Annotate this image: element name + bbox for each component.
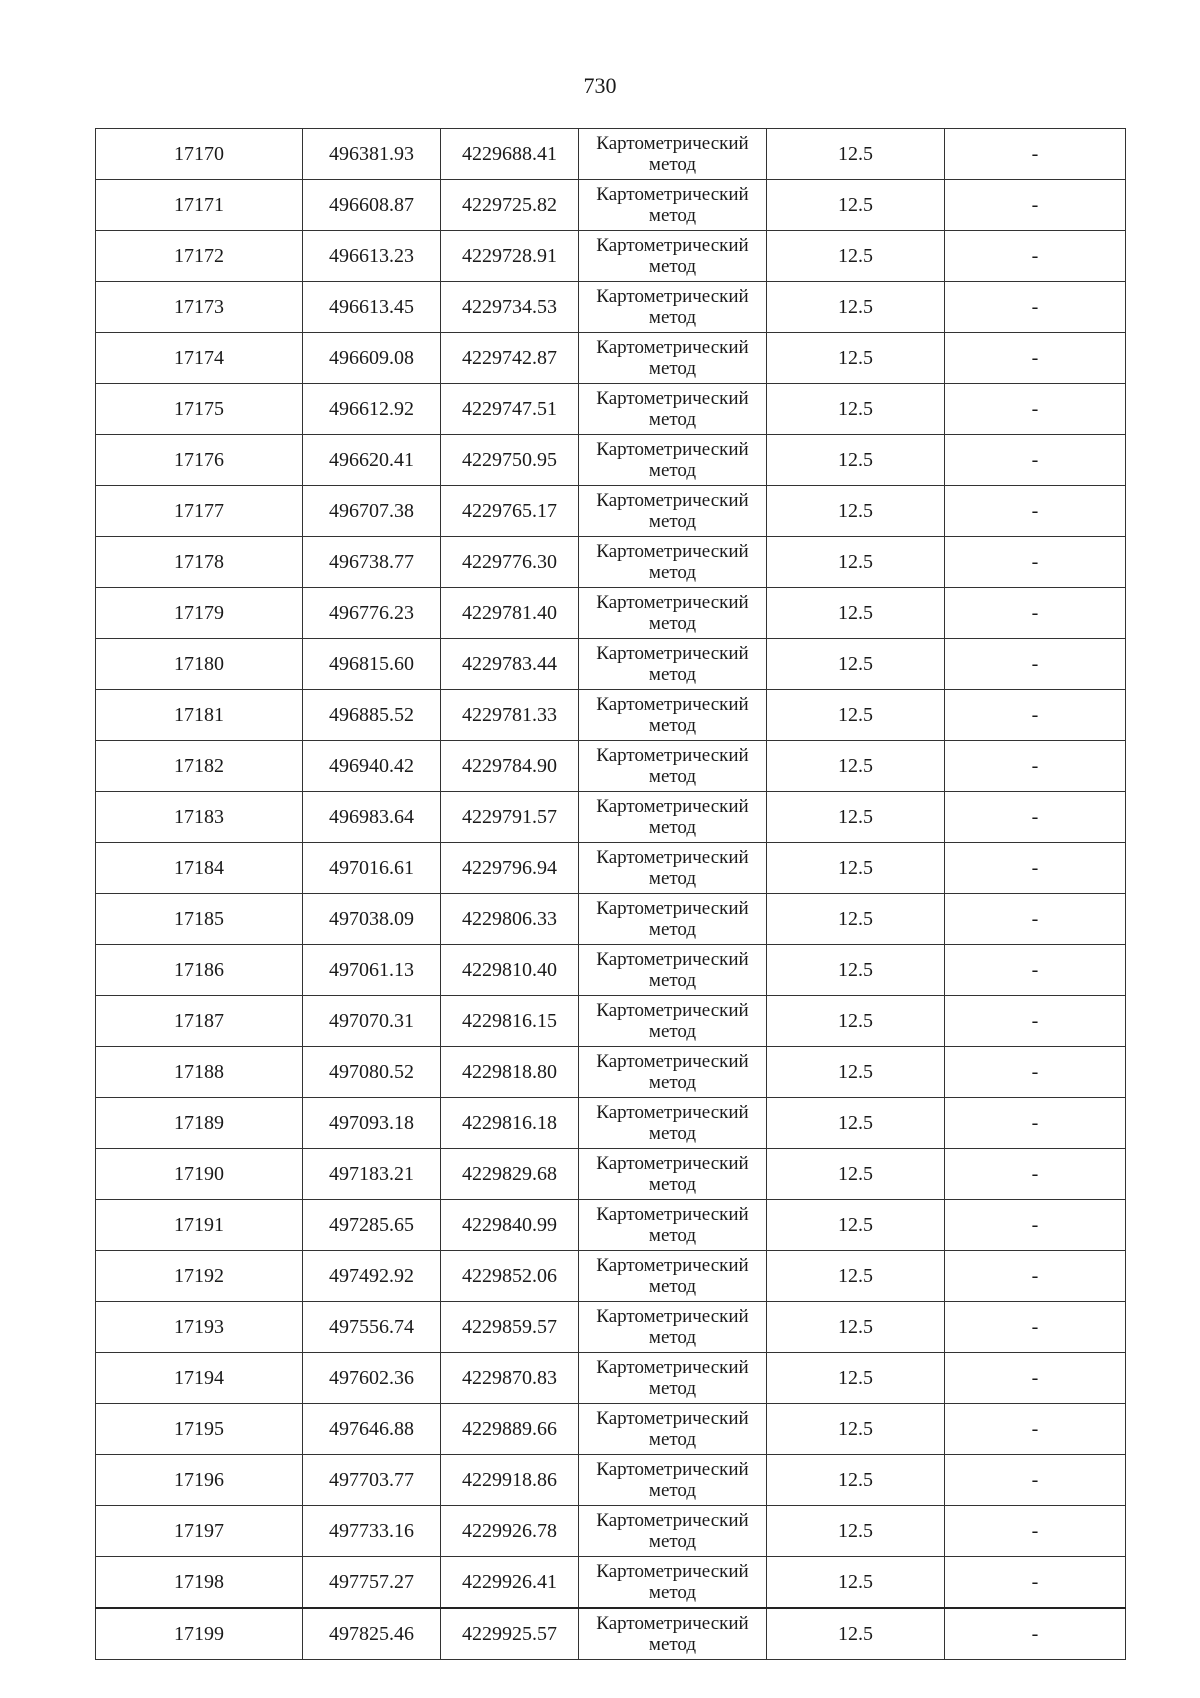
cell-point-number: 17188: [96, 1047, 303, 1098]
method-line-2: метод: [648, 664, 697, 685]
method-line-2: метод: [648, 511, 697, 532]
cell-coord-y: 4229889.66: [441, 1404, 579, 1455]
cell-method: [579, 639, 767, 690]
cell-accuracy: 12.5: [767, 639, 945, 690]
method-line-2: метод: [648, 817, 697, 838]
method-line-1: Картометрический: [596, 286, 749, 307]
table-row: [96, 1098, 1126, 1149]
cell-method: [579, 486, 767, 537]
cell-point-number: 17174: [96, 333, 303, 384]
page-number: 730: [583, 73, 617, 98]
method-line-2: метод: [648, 715, 697, 736]
method-line-2: метод: [648, 307, 697, 328]
cell-note: -: [945, 129, 1126, 180]
cell-accuracy: 12.5: [767, 180, 945, 231]
method-line-1: Картометрический: [596, 1102, 749, 1123]
cell-method: [579, 1455, 767, 1506]
method-line-1: Картометрический: [596, 796, 749, 817]
cell-method: [579, 231, 767, 282]
method-line-2: метод: [648, 1123, 697, 1144]
cell-method: [579, 129, 767, 180]
cell-method: [579, 1149, 767, 1200]
table-row: [96, 486, 1126, 537]
table-row: [96, 894, 1126, 945]
cell-accuracy: 12.5: [767, 333, 945, 384]
cell-coord-y: 4229688.41: [441, 129, 579, 180]
cell-point-number: 17180: [96, 639, 303, 690]
cell-coord-x: 497183.21: [303, 1149, 441, 1200]
method-line-2: метод: [648, 1634, 697, 1655]
cell-accuracy: 12.5: [767, 1200, 945, 1251]
cell-note: -: [945, 537, 1126, 588]
method-line-2: метод: [648, 970, 697, 991]
method-line-1: Картометрический: [596, 1408, 749, 1429]
method-line-2: метод: [648, 868, 697, 889]
cell-method: [579, 1557, 767, 1609]
table-row: [96, 1149, 1126, 1200]
method-line-1: Картометрический: [596, 1255, 749, 1276]
table-row: [96, 639, 1126, 690]
table-row: [96, 129, 1126, 180]
table-row: [96, 282, 1126, 333]
table-row: [96, 537, 1126, 588]
method-line-2: метод: [648, 919, 697, 940]
cell-point-number: 17195: [96, 1404, 303, 1455]
cell-method: [579, 1302, 767, 1353]
cell-note: -: [945, 1353, 1126, 1404]
cell-accuracy: 12.5: [767, 1353, 945, 1404]
cell-method: [579, 1098, 767, 1149]
table-row: [96, 741, 1126, 792]
method-line-1: Картометрический: [596, 235, 749, 256]
cell-method: [579, 843, 767, 894]
cell-note: -: [945, 945, 1126, 996]
cell-method: [579, 690, 767, 741]
table-row: [96, 1506, 1126, 1557]
cell-coord-y: 4229852.06: [441, 1251, 579, 1302]
cell-point-number: 17198: [96, 1557, 303, 1609]
method-line-2: метод: [648, 205, 697, 226]
cell-point-number: 17175: [96, 384, 303, 435]
cell-point-number: 17184: [96, 843, 303, 894]
cell-point-number: 17199: [96, 1608, 303, 1660]
cell-coord-y: 4229859.57: [441, 1302, 579, 1353]
cell-coord-x: 496885.52: [303, 690, 441, 741]
method-line-1: Картометрический: [596, 1613, 749, 1634]
cell-coord-y: 4229784.90: [441, 741, 579, 792]
cell-accuracy: 12.5: [767, 690, 945, 741]
method-line-2: метод: [648, 1480, 697, 1501]
cell-note: -: [945, 741, 1126, 792]
method-line-1: Картометрический: [596, 694, 749, 715]
cell-method: [579, 1608, 767, 1660]
cell-point-number: 17170: [96, 129, 303, 180]
cell-accuracy: 12.5: [767, 537, 945, 588]
cell-coord-y: 4229796.94: [441, 843, 579, 894]
cell-note: -: [945, 1200, 1126, 1251]
method-line-2: метод: [648, 256, 697, 277]
method-line-2: метод: [648, 409, 697, 430]
cell-point-number: 17197: [96, 1506, 303, 1557]
cell-accuracy: 12.5: [767, 435, 945, 486]
cell-method: [579, 435, 767, 486]
cell-accuracy: 12.5: [767, 282, 945, 333]
cell-accuracy: 12.5: [767, 1149, 945, 1200]
method-line-1: Картометрический: [596, 1051, 749, 1072]
cell-coord-x: 497093.18: [303, 1098, 441, 1149]
cell-note: -: [945, 588, 1126, 639]
method-line-2: метод: [648, 460, 697, 481]
cell-method: [579, 1353, 767, 1404]
cell-note: -: [945, 843, 1126, 894]
cell-point-number: 17185: [96, 894, 303, 945]
cell-coord-y: 4229829.68: [441, 1149, 579, 1200]
cell-coord-x: 496612.92: [303, 384, 441, 435]
table-row: [96, 1047, 1126, 1098]
method-line-2: метод: [648, 1582, 697, 1603]
method-line-1: Картометрический: [596, 1510, 749, 1531]
table-row: [96, 333, 1126, 384]
cell-point-number: 17181: [96, 690, 303, 741]
method-line-2: метод: [648, 1327, 697, 1348]
cell-accuracy: 12.5: [767, 1455, 945, 1506]
cell-accuracy: 12.5: [767, 945, 945, 996]
method-line-1: Картометрический: [596, 1561, 749, 1582]
method-line-2: метод: [648, 1021, 697, 1042]
cell-accuracy: 12.5: [767, 996, 945, 1047]
table-row: [96, 690, 1126, 741]
cell-note: -: [945, 1302, 1126, 1353]
cell-note: -: [945, 231, 1126, 282]
cell-point-number: 17191: [96, 1200, 303, 1251]
cell-coord-x: 496381.93: [303, 129, 441, 180]
cell-method: [579, 1404, 767, 1455]
cell-accuracy: 12.5: [767, 1608, 945, 1660]
cell-coord-x: 497080.52: [303, 1047, 441, 1098]
cell-point-number: 17196: [96, 1455, 303, 1506]
cell-coord-y: 4229806.33: [441, 894, 579, 945]
method-line-1: Картометрический: [596, 1459, 749, 1480]
cell-coord-y: 4229791.57: [441, 792, 579, 843]
cell-accuracy: 12.5: [767, 231, 945, 282]
cell-point-number: 17190: [96, 1149, 303, 1200]
cell-coord-y: 4229747.51: [441, 384, 579, 435]
table-row: [96, 1251, 1126, 1302]
cell-note: -: [945, 894, 1126, 945]
cell-coord-x: 497757.27: [303, 1557, 441, 1609]
cell-accuracy: 12.5: [767, 1251, 945, 1302]
cell-coord-y: 4229810.40: [441, 945, 579, 996]
cell-method: [579, 1506, 767, 1557]
cell-coord-x: 497038.09: [303, 894, 441, 945]
cell-method: [579, 945, 767, 996]
method-line-1: Картометрический: [596, 592, 749, 613]
table-row: [96, 1455, 1126, 1506]
cell-point-number: 17177: [96, 486, 303, 537]
cell-coord-y: 4229925.57: [441, 1608, 579, 1660]
method-line-2: метод: [648, 1531, 697, 1552]
table-row: [96, 588, 1126, 639]
method-line-2: метод: [648, 1378, 697, 1399]
cell-coord-y: 4229870.83: [441, 1353, 579, 1404]
cell-point-number: 17176: [96, 435, 303, 486]
cell-coord-y: 4229781.40: [441, 588, 579, 639]
method-line-1: Картометрический: [596, 1153, 749, 1174]
cell-accuracy: 12.5: [767, 1047, 945, 1098]
cell-note: -: [945, 333, 1126, 384]
cell-coord-y: 4229818.80: [441, 1047, 579, 1098]
cell-coord-x: 497825.46: [303, 1608, 441, 1660]
cell-coord-x: 497285.65: [303, 1200, 441, 1251]
cell-note: -: [945, 1404, 1126, 1455]
cell-coord-x: 497556.74: [303, 1302, 441, 1353]
cell-point-number: 17193: [96, 1302, 303, 1353]
cell-point-number: 17171: [96, 180, 303, 231]
method-line-1: Картометрический: [596, 133, 749, 154]
method-line-2: метод: [648, 1072, 697, 1093]
cell-accuracy: 12.5: [767, 1506, 945, 1557]
method-line-1: Картометрический: [596, 1204, 749, 1225]
cell-coord-x: 496940.42: [303, 741, 441, 792]
method-line-1: Картометрический: [596, 184, 749, 205]
cell-note: -: [945, 690, 1126, 741]
cell-coord-x: 496776.23: [303, 588, 441, 639]
cell-coord-y: 4229734.53: [441, 282, 579, 333]
cell-coord-x: 497070.31: [303, 996, 441, 1047]
cell-coord-y: 4229728.91: [441, 231, 579, 282]
cell-point-number: 17182: [96, 741, 303, 792]
table-row: [96, 231, 1126, 282]
cell-coord-x: 497602.36: [303, 1353, 441, 1404]
cell-coord-x: 496620.41: [303, 435, 441, 486]
cell-note: -: [945, 435, 1126, 486]
cell-point-number: 17192: [96, 1251, 303, 1302]
method-line-1: Картометрический: [596, 337, 749, 358]
coordinates-table: [95, 128, 1126, 1660]
cell-note: -: [945, 1251, 1126, 1302]
method-line-1: Картометрический: [596, 847, 749, 868]
cell-method: [579, 1200, 767, 1251]
cell-point-number: 17172: [96, 231, 303, 282]
cell-coord-y: 4229926.78: [441, 1506, 579, 1557]
method-line-2: метод: [648, 358, 697, 379]
method-line-1: Картометрический: [596, 1306, 749, 1327]
cell-coord-x: 497703.77: [303, 1455, 441, 1506]
cell-point-number: 17194: [96, 1353, 303, 1404]
table-row: [96, 945, 1126, 996]
cell-note: -: [945, 1557, 1126, 1609]
cell-coord-x: 497733.16: [303, 1506, 441, 1557]
cell-method: [579, 1251, 767, 1302]
cell-coord-y: 4229725.82: [441, 180, 579, 231]
cell-method: [579, 588, 767, 639]
cell-coord-x: 496608.87: [303, 180, 441, 231]
method-line-1: Картометрический: [596, 490, 749, 511]
table-row: [96, 1200, 1126, 1251]
method-line-2: метод: [648, 562, 697, 583]
cell-point-number: 17178: [96, 537, 303, 588]
cell-accuracy: 12.5: [767, 894, 945, 945]
method-line-2: метод: [648, 154, 697, 175]
cell-accuracy: 12.5: [767, 384, 945, 435]
cell-method: [579, 537, 767, 588]
cell-method: [579, 384, 767, 435]
method-line-2: метод: [648, 1276, 697, 1297]
method-line-1: Картометрический: [596, 541, 749, 562]
cell-coord-x: 496609.08: [303, 333, 441, 384]
method-line-2: метод: [648, 1225, 697, 1246]
cell-note: -: [945, 282, 1126, 333]
cell-coord-x: 496983.64: [303, 792, 441, 843]
cell-coord-x: 496738.77: [303, 537, 441, 588]
cell-accuracy: 12.5: [767, 792, 945, 843]
cell-coord-y: 4229816.15: [441, 996, 579, 1047]
cell-point-number: 17186: [96, 945, 303, 996]
cell-note: -: [945, 180, 1126, 231]
cell-coord-y: 4229750.95: [441, 435, 579, 486]
cell-point-number: 17189: [96, 1098, 303, 1149]
cell-note: -: [945, 792, 1126, 843]
cell-coord-y: 4229776.30: [441, 537, 579, 588]
cell-note: -: [945, 1455, 1126, 1506]
cell-coord-y: 4229781.33: [441, 690, 579, 741]
cell-coord-y: 4229816.18: [441, 1098, 579, 1149]
table-row: [96, 843, 1126, 894]
method-line-1: Картометрический: [596, 643, 749, 664]
method-line-1: Картометрический: [596, 898, 749, 919]
cell-coord-x: 496613.23: [303, 231, 441, 282]
cell-method: [579, 996, 767, 1047]
cell-coord-y: 4229783.44: [441, 639, 579, 690]
cell-accuracy: 12.5: [767, 1302, 945, 1353]
cell-note: -: [945, 996, 1126, 1047]
cell-accuracy: 12.5: [767, 741, 945, 792]
method-line-2: метод: [648, 1174, 697, 1195]
cell-note: -: [945, 1608, 1126, 1660]
method-line-2: метод: [648, 613, 697, 634]
method-line-1: Картометрический: [596, 1357, 749, 1378]
cell-coord-y: 4229840.99: [441, 1200, 579, 1251]
cell-coord-x: 496707.38: [303, 486, 441, 537]
cell-note: -: [945, 1149, 1126, 1200]
cell-note: -: [945, 1098, 1126, 1149]
table-row: [96, 435, 1126, 486]
cell-point-number: 17179: [96, 588, 303, 639]
cell-method: [579, 333, 767, 384]
method-line-1: Картометрический: [596, 388, 749, 409]
cell-coord-y: 4229765.17: [441, 486, 579, 537]
cell-coord-x: 497492.92: [303, 1251, 441, 1302]
method-line-2: метод: [648, 1429, 697, 1450]
cell-note: -: [945, 1047, 1126, 1098]
cell-coord-x: 497061.13: [303, 945, 441, 996]
method-line-1: Картометрический: [596, 1000, 749, 1021]
cell-method: [579, 282, 767, 333]
cell-method: [579, 741, 767, 792]
cell-coord-y: 4229742.87: [441, 333, 579, 384]
cell-accuracy: 12.5: [767, 129, 945, 180]
table-row: [96, 180, 1126, 231]
method-line-1: Картометрический: [596, 949, 749, 970]
cell-method: [579, 1047, 767, 1098]
table-row: [96, 792, 1126, 843]
table-row: [96, 1353, 1126, 1404]
method-line-1: Картометрический: [596, 745, 749, 766]
cell-coord-y: 4229918.86: [441, 1455, 579, 1506]
cell-accuracy: 12.5: [767, 588, 945, 639]
cell-coord-x: 496613.45: [303, 282, 441, 333]
cell-point-number: 17183: [96, 792, 303, 843]
cell-accuracy: 12.5: [767, 843, 945, 894]
cell-note: -: [945, 486, 1126, 537]
cell-note: -: [945, 1506, 1126, 1557]
cell-accuracy: 12.5: [767, 486, 945, 537]
cell-coord-y: 4229926.41: [441, 1557, 579, 1609]
cell-accuracy: 12.5: [767, 1098, 945, 1149]
cell-coord-x: 497016.61: [303, 843, 441, 894]
method-line-1: Картометрический: [596, 439, 749, 460]
table-row: [96, 384, 1126, 435]
cell-point-number: 17187: [96, 996, 303, 1047]
cell-accuracy: 12.5: [767, 1404, 945, 1455]
cell-note: -: [945, 639, 1126, 690]
table-row: [96, 1557, 1126, 1609]
method-line-2: метод: [648, 766, 697, 787]
table-row: [96, 996, 1126, 1047]
table-row: [96, 1608, 1126, 1660]
coordinates-table-body: [96, 129, 1126, 1660]
cell-method: [579, 894, 767, 945]
table-row: [96, 1404, 1126, 1455]
cell-method: [579, 792, 767, 843]
cell-method: [579, 180, 767, 231]
cell-point-number: 17173: [96, 282, 303, 333]
cell-coord-x: 497646.88: [303, 1404, 441, 1455]
table-row: [96, 1302, 1126, 1353]
cell-accuracy: 12.5: [767, 1557, 945, 1609]
cell-note: -: [945, 384, 1126, 435]
cell-coord-x: 496815.60: [303, 639, 441, 690]
